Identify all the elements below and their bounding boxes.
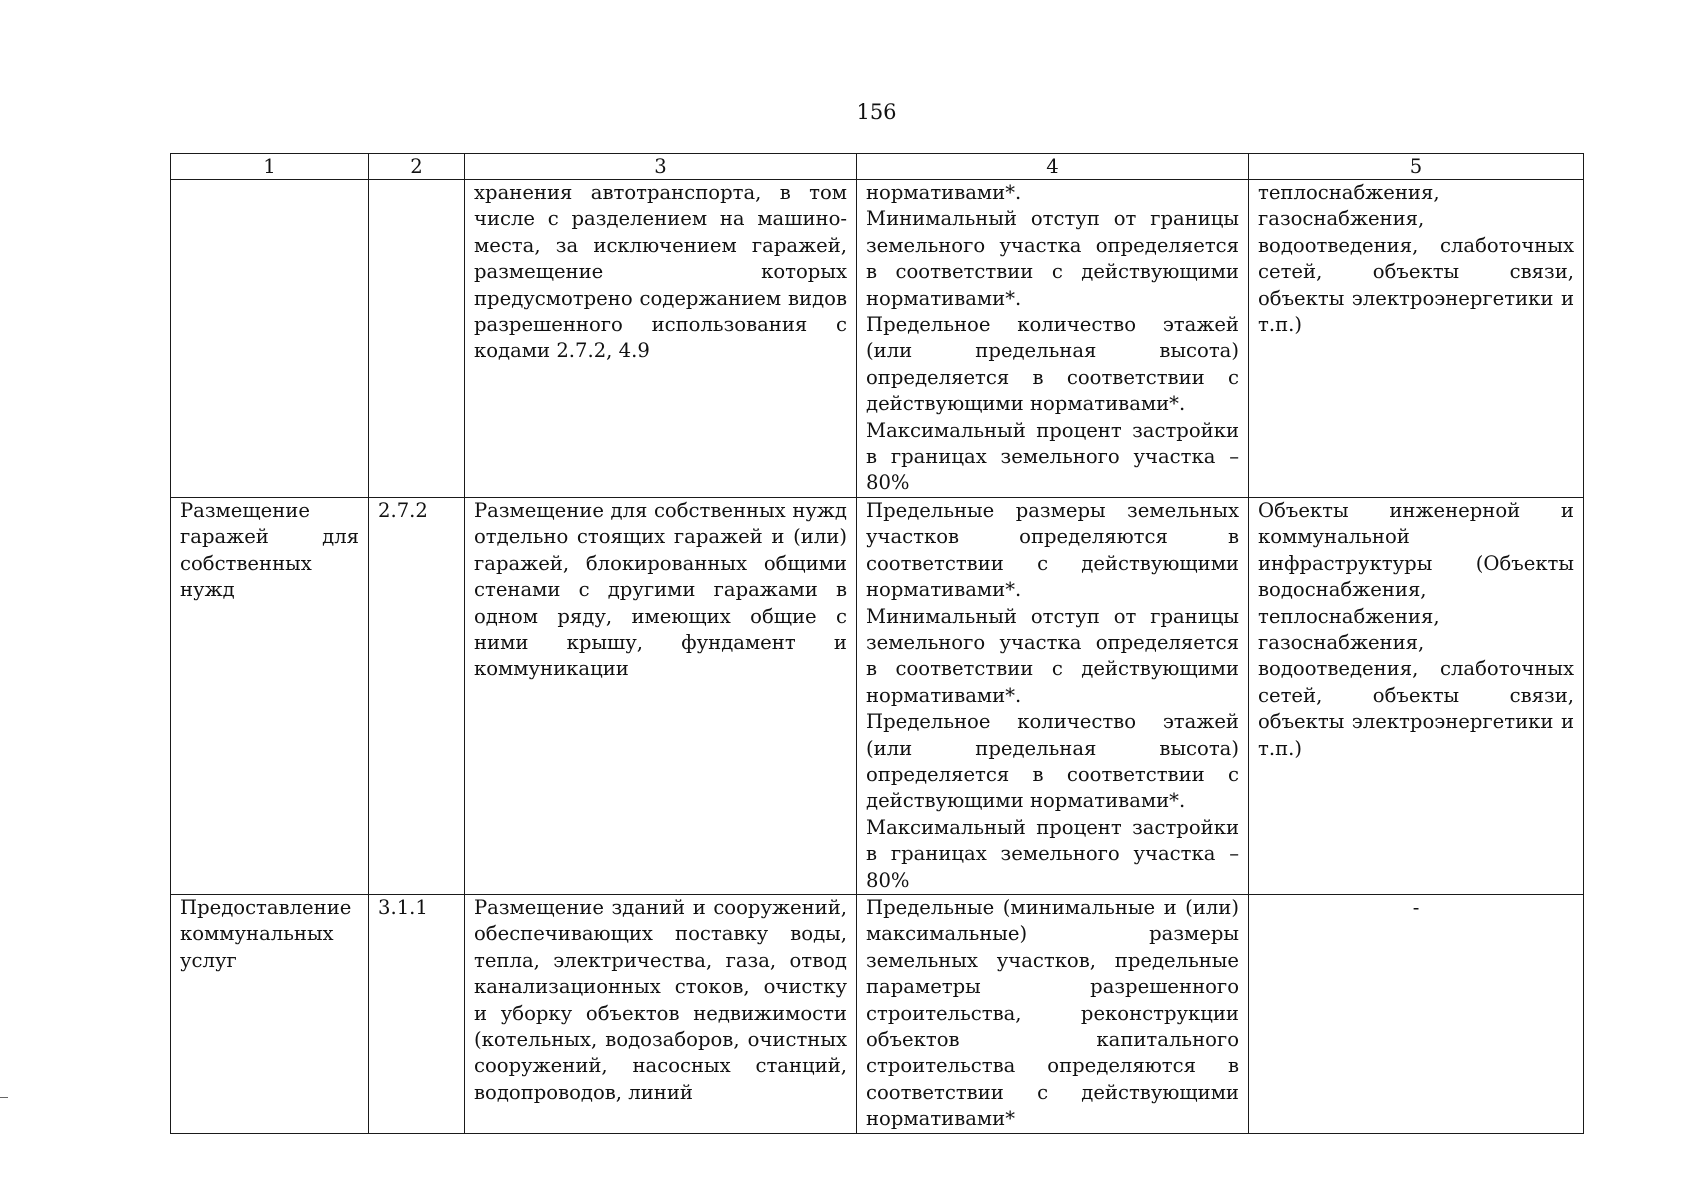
- permitted-use-table: [170, 153, 1584, 1134]
- use-name-cell: Размещение гаражей для собственных нужд: [171, 497, 369, 894]
- table-row: [171, 497, 1584, 894]
- use-name-cell: [171, 180, 369, 498]
- use-description-cell: Размещение для собственных нужд отдельно стоящих гаражей и (или) гаражей, блокированных общими стенами с другими гаражами в одном ряду, имеющих общие с ними крышу, фундамент и коммуникации: [465, 497, 857, 894]
- use-code-cell: 3.1.1: [369, 894, 465, 1133]
- parameter-text: нормативами*.: [866, 181, 1022, 204]
- header-col-1: 1: [171, 154, 369, 180]
- parameter-text: Минимальный отступ от границы земельного участка определяется в соответствии с действующими нормативами*.: [866, 604, 1239, 707]
- use-name-cell: Предоставление коммунальных услуг: [171, 894, 369, 1133]
- auxiliary-uses-cell: -: [1249, 894, 1584, 1133]
- use-code-cell: 2.7.2: [369, 497, 465, 894]
- parameter-text: Предельное количество этажей (или предельная высота) определяется в соответствии с действующими нормативами*.: [866, 710, 1239, 813]
- parameter-text: Максимальный процент застройки в границах земельного участка – 80%: [866, 418, 1239, 495]
- parameters-cell: [857, 894, 1249, 1133]
- parameter-text: Предельные размеры земельных участков определяются в соответствии с действующими нормативами*.: [866, 498, 1239, 602]
- auxiliary-uses-cell: Объекты инженерной и коммунальной инфраструктуры (Объекты водоснабжения, теплоснабжения, газоснабжения, водоотведения, слаботочных сетей, объекты связи, объекты электроэнергетики и т.п.): [1249, 497, 1584, 894]
- header-col-3: 3: [465, 154, 857, 180]
- use-description-cell: хранения автотранспорта, в том числе с разделением на машино-места, за исключением гаражей, размещение которых предусмотрено содержанием видов разрешенного использования с кодами 2.7.2, 4.9: [465, 180, 857, 498]
- parameters-cell: [857, 180, 1249, 498]
- header-col-2: 2: [369, 154, 465, 180]
- parameter-text: Минимальный отступ от границы земельного участка определяется в соответствии с действующими нормативами*.: [866, 207, 1239, 310]
- parameter-text: Предельное количество этажей (или предельная высота) определяется в соответствии с действующими нормативами*.: [866, 313, 1239, 416]
- use-code-cell: [369, 180, 465, 498]
- auxiliary-uses-cell: теплоснабжения, газоснабжения, водоотведения, слаботочных сетей, объекты связи, объекты электроэнергетики и т.п.): [1249, 180, 1584, 498]
- table-header-row: [171, 154, 1584, 180]
- header-col-4: 4: [857, 154, 1249, 180]
- table-row: [171, 894, 1584, 1133]
- scan-edge-mark: [0, 1097, 8, 1098]
- page-number: 156: [856, 100, 897, 124]
- table-row: [171, 180, 1584, 498]
- header-col-5: 5: [1249, 154, 1584, 180]
- parameters-cell: [857, 497, 1249, 894]
- parameter-text: Максимальный процент застройки в границах земельного участка – 80%: [866, 815, 1239, 892]
- use-description-cell: Размещение зданий и сооружений, обеспечивающих поставку воды, тепла, электричества, газа, отвод канализационных стоков, очистку и уборку объектов недвижимости (котельных, водозаборов, очистных сооружений, насосных станций, водопроводов, линий: [465, 894, 857, 1133]
- parameter-text: Предельные (минимальные и (или) максимальные) размеры земельных участков, предельные параметры разрешенного строительства, реконструкции объектов капитального строительства определяются в соответствии с действующими нормативами*: [866, 895, 1239, 1131]
